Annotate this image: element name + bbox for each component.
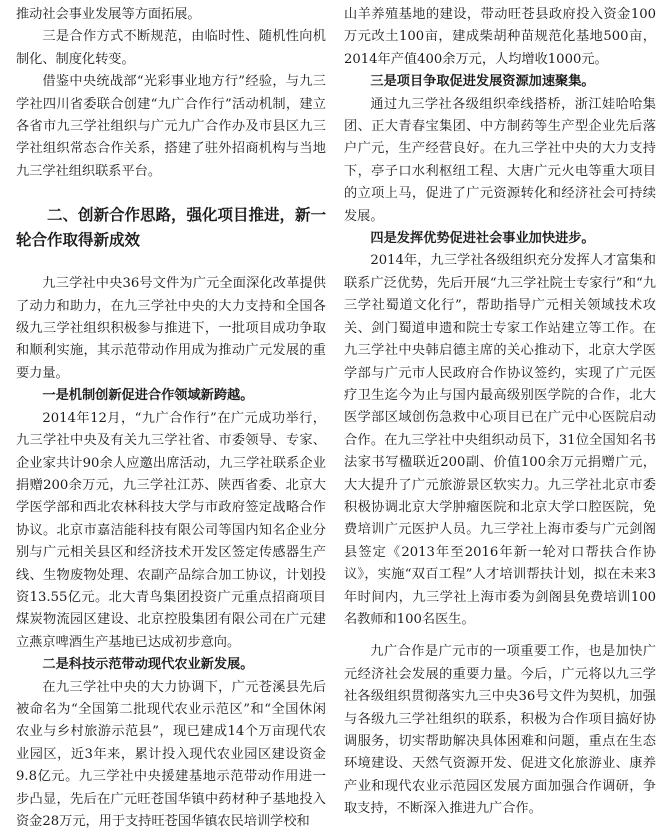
section-heading: 二、创新合作思路，强化项目推进，新一轮合作取得新成效 (16, 206, 327, 250)
subheading: 一是机制创新促进合作领域新跨越。 (42, 388, 254, 404)
paragraph: 通过九三学社各级组织牵线搭桥，浙江娃哈哈集团、正大青春宝集团、中方制药等生产型企业先后落户广元，生产经营良好。在九三学社中央的大力支持下，亭子口水利枢纽工程、大唐广元火电等重大项目的立项上马，促进了广元资源转化和经济社会可持续发展。 (344, 96, 656, 224)
left-column (16, 4, 326, 833)
paragraph-gap (344, 631, 656, 641)
subheading: 三是项目争取促进发展资源加速聚集。 (370, 74, 595, 90)
paragraph: 借鉴中央统战部“光彩事业地方行”经验，与九三学社四川省委联合创建“九广合作行”活动机制，建立各省市九三学社组织与广元九广合作办及市县区九三学社组织常态合作关系，搭建了驻外招商机构与当地九三学社组织联系平台。 (16, 74, 326, 179)
paragraph: 山羊养殖基地的建设，带动旺苍县政府投入资金100万元改土100亩，建成柴胡种苗规范化基地500亩，2014年产值400余万元，人均增收1000元。 (344, 7, 656, 67)
paragraph: 2014年12月，“九广合作行”在广元成功举行，九三学社中央及有关九三学社省、市委领导、专家、企业家共计90余人应邀出席活动，九三学社联系企业捐赠200余万元，九三学社江苏、陕西省委、北京大学医学部和西北农林科技大学与市政府签定战略合作协议。北京市嘉洁能科技有限公司等国内知名企业分别与广元相关县区和经济技术开发区签定传感器生产线、生物废物处理、农副产品综合加工协议，计划投资13.55亿元。北大青鸟集团投资广元重点招商项目煤炭物流园区建设、北京控股集团有限公司在广元建立燕京啤酒生产基地已达成初步意向。 (16, 410, 326, 650)
paragraph: 推动社会事业发展等方面拓展。 (16, 7, 201, 22)
paragraph: 2014年，九三学社各级组织充分发挥人才富集和联系广泛优势，先后开展“九三学社院士专家行”和“九三学社蜀道文化行”，帮助指导广元相关领域技术攻关、剑门蜀道申遗和院士专家工作站建立等工作。在九三学社中央韩启德主席的关心推动下，北京大学医学部与广元市人民政府合作协议签约，实现了广元医疗卫生迄今为止与国内最高级别医学院的合作，北大医学部区域创伤急救中心项目已在广元中心医院启动合作。在九三学社中央组织动员下，31位全国知名书法家书写楹联近200副、价值100余万元捐赠广元，大大提升了广元旅游景区软实力。九三学社北京市委积极协调北京大学肿瘤医院和北京大学口腔医院，免费培训广元医护人员。九三学社上海市委与广元剑阁县签定《2013年至2016年新一轮对口帮扶合作协议》，实施“双百工程”人才培训帮扶计划，拟在未来3年时间内，九三学社上海市委为剑阁县免费培训100名教师和100名医生。 (344, 253, 656, 627)
paragraph: 三是合作方式不断规范，由临时性、随机性向机制化、制度化转变。 (16, 29, 326, 67)
right-column (344, 4, 656, 821)
subheading: 二是科技示范带动现代农业新发展。 (42, 657, 254, 673)
paragraph: 九三学社中央36号文件为广元全面深化改革提供了动力和助力，在九三学社中央的大力支持和全国各级九三学社组织积极参与推进下，一批项目成功争取和顺利实施，其示范带动作用成为推动广元发展的重要力量。 (16, 276, 326, 381)
subheading: 四是发挥优势促进社会事业加快进步。 (370, 231, 595, 247)
paragraph: 在九三学社中央的大力协调下，广元苍溪县先后被命名为“全国第二批现代农业示范区”和“全国休闲农业与乡村旅游示范县”，现已建成14个万亩现代农业园区，近3年来，累计投入现代农业园区建设资金9.8亿元。九三学社中央援建基地示范带动作用进一步凸显，先后在广元旺苍国华镇中药材种子基地投入资金28万元，用于支持旺苍国华镇农民培训学校和 (16, 679, 326, 829)
paragraph: 九广合作是广元市的一项重要工作，也是加快广元经济社会发展的重要力量。今后，广元将以九三学社各级组织贯彻落实九三中央36号文件为契机，加强与各级九三学社组织的联系，积极为合作项目搞好协调服务，切实帮助解决具体困难和问题，重点在生态环境建设、天然气资源开发、促进文化旅游业、康养产业和现代农业示范园区发展方面加强合作调研，争取支持，不断深入推进九广合作。 (344, 644, 656, 817)
